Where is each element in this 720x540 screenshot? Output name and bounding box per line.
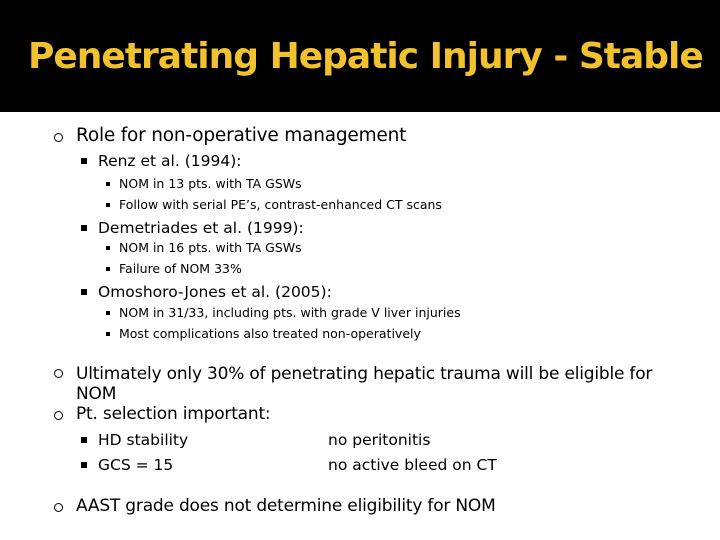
square-bullet-icon (81, 289, 87, 295)
small-square-bullet-icon (106, 332, 110, 336)
bullet-aast-grade: AAST grade does not determine eligibility for NOM (76, 496, 496, 516)
small-square-bullet-icon (106, 246, 110, 250)
criterion-hd-stability: HD stability (98, 431, 189, 449)
sub-sub-demetriades-2: Failure of NOM 33% (119, 261, 242, 276)
square-bullet-icon (81, 225, 87, 231)
sub-bullet-renz: Renz et al. (1994): (98, 152, 242, 170)
sub-sub-demetriades-1: NOM in 16 pts. with TA GSWs (119, 240, 302, 255)
small-square-bullet-icon (106, 267, 110, 271)
sub-sub-renz-2: Follow with serial PE’s, contrast-enhanced CT scans (119, 197, 442, 212)
small-square-bullet-icon (106, 182, 110, 186)
hollow-circle-bullet-icon (54, 133, 63, 142)
criterion-gcs: GCS = 15 (98, 456, 174, 474)
square-bullet-icon (81, 158, 87, 164)
hollow-circle-bullet-icon (54, 369, 63, 378)
hollow-circle-bullet-icon (54, 411, 63, 420)
square-bullet-icon (81, 437, 87, 443)
bullet-pt-selection: Pt. selection important: (76, 404, 271, 424)
bullet-role-nom: Role for non-operative management (76, 125, 407, 146)
criterion-no-active-bleed: no active bleed on CT (328, 456, 497, 474)
small-square-bullet-icon (106, 203, 110, 207)
hollow-circle-bullet-icon (54, 503, 63, 512)
title-bar (0, 0, 720, 112)
sub-sub-renz-1: NOM in 13 pts. with TA GSWs (119, 176, 302, 191)
slide-body (0, 112, 720, 540)
criterion-no-peritonitis: no peritonitis (328, 431, 431, 449)
sub-bullet-omoshoro: Omoshoro-Jones et al. (2005): (98, 283, 332, 301)
sub-sub-omoshoro-1: NOM in 31/33, including pts. with grade V liver injuries (119, 305, 461, 320)
sub-bullet-demetriades: Demetriades et al. (1999): (98, 219, 304, 237)
slide-title: Penetrating Hepatic Injury - Stable (28, 36, 703, 77)
bullet-ultimately-30-percent: Ultimately only 30% of penetrating hepatic trauma will be eligible for NOM (76, 364, 653, 404)
square-bullet-icon (81, 462, 87, 468)
small-square-bullet-icon (106, 311, 110, 315)
sub-sub-omoshoro-2: Most complications also treated non-operatively (119, 326, 421, 341)
